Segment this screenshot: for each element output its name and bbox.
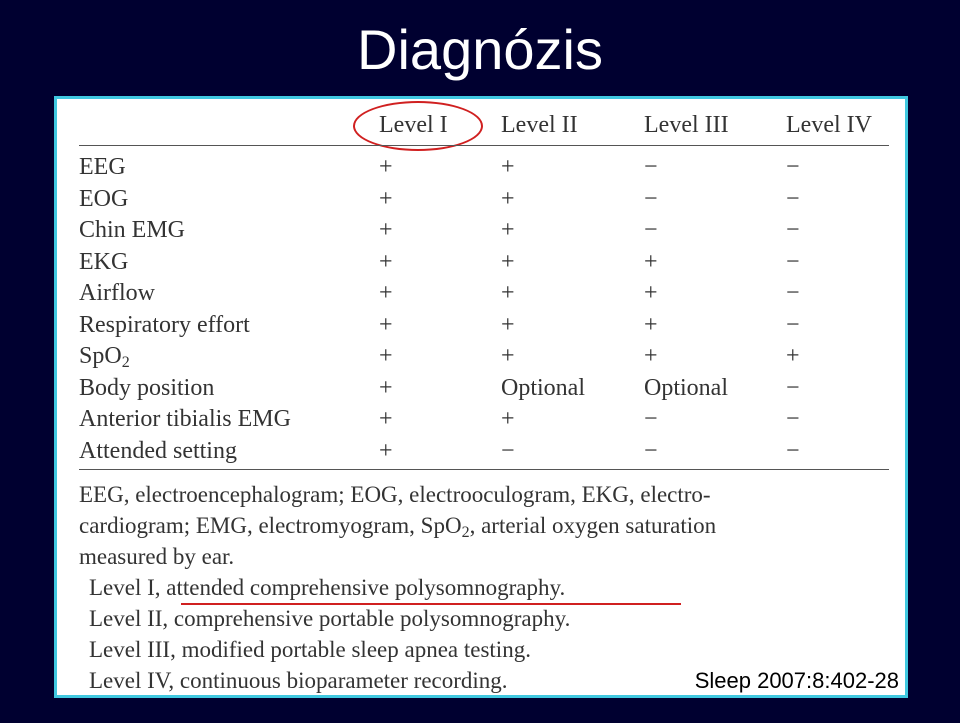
level-definition: Level IV, continuous bioparameter recording.: [89, 668, 508, 693]
column-header-level-1: Level I: [379, 112, 448, 138]
row-label: Respiratory effort: [79, 311, 250, 338]
table-cell: +: [644, 248, 658, 275]
table-cell: +: [379, 154, 393, 180]
table-row: [79, 183, 889, 215]
table-cell: −: [644, 437, 658, 464]
table-cell: +: [644, 343, 658, 369]
table-cell: +: [379, 406, 393, 432]
table-cell: +: [644, 311, 658, 338]
table-cell: −: [644, 154, 658, 180]
table-cell: +: [644, 280, 658, 306]
table-cell: −: [786, 406, 800, 432]
table-row: [79, 246, 889, 278]
table-cell: +: [379, 311, 393, 338]
table-cell: +: [501, 280, 515, 306]
content-panel: [54, 96, 908, 698]
row-label: Chin EMG: [79, 217, 186, 243]
table-cell: +: [379, 248, 393, 275]
slide-title: Diagnózis: [357, 18, 603, 81]
footnote-line: measured by ear.: [79, 544, 235, 569]
table-cell: +: [379, 185, 393, 212]
footnote-divider: [79, 469, 889, 470]
footnote-line: EEG, electroencephalogram; EOG, electrooculogram, EKG, electro-: [79, 482, 711, 507]
footnote-text: cardiogram; EMG, electromyogram, SpO: [79, 513, 462, 538]
table-cell: −: [786, 437, 800, 464]
column-header-level-2: Level II: [501, 112, 578, 138]
row-label: Attended setting: [79, 437, 237, 464]
table-cell: +: [501, 217, 515, 243]
table-row: [79, 151, 889, 183]
table-cell: −: [786, 154, 800, 180]
table-cell: +: [501, 154, 515, 180]
table-cell: −: [786, 185, 800, 212]
table-row: [79, 435, 889, 467]
table-cell: Optional: [501, 374, 585, 401]
level-definition: Level II, comprehensive portable polysomnography.: [89, 606, 571, 631]
table-row: [79, 277, 889, 309]
table-cell: −: [786, 311, 800, 338]
table-cell: −: [644, 185, 658, 212]
row-label: Anterior tibialis EMG: [79, 406, 291, 432]
table-row: [79, 309, 889, 341]
row-label-main: SpO: [79, 343, 122, 369]
table-cell: +: [786, 343, 800, 369]
table-cell: −: [786, 248, 800, 275]
row-label: Airflow: [79, 280, 155, 306]
level-1-highlight-circle: [353, 101, 483, 151]
table-row: [79, 340, 889, 372]
table-row: [79, 372, 889, 404]
row-label-subscript: 2: [121, 354, 130, 371]
table-cell: −: [786, 217, 800, 243]
table-cell: Optional: [644, 374, 728, 401]
table-cell: −: [501, 437, 515, 464]
table-cell: −: [786, 374, 800, 401]
table-cell: +: [379, 437, 393, 464]
row-label: EOG: [79, 185, 129, 212]
table-cell: −: [644, 406, 658, 432]
table-cell: +: [379, 343, 393, 369]
table-cell: +: [501, 185, 515, 212]
table-cell: −: [786, 280, 800, 306]
header-divider: [79, 145, 889, 146]
table-row: [79, 403, 889, 435]
table-header: [79, 109, 889, 141]
column-header-level-3: Level III: [644, 112, 729, 138]
table-cell: +: [501, 311, 515, 338]
row-label: EEG: [79, 154, 126, 180]
table-cell: −: [644, 217, 658, 243]
citation: Sleep 2007:8:402-28: [694, 668, 899, 693]
level-definition: Level III, modified portable sleep apnea testing.: [89, 637, 531, 662]
table-cell: +: [379, 374, 393, 401]
table-cell: +: [501, 248, 515, 275]
footnote-subscript: 2: [461, 524, 470, 541]
table-cell: +: [501, 406, 515, 432]
table-row: [79, 214, 889, 246]
row-label: EKG: [79, 248, 129, 275]
table-cell: +: [501, 343, 515, 369]
footnote-text: , arterial oxygen saturation: [469, 513, 717, 538]
row-label: Body position: [79, 374, 215, 401]
level-definition: Level I, attended comprehensive polysomnography.: [89, 575, 566, 600]
table-cell: +: [379, 280, 393, 306]
column-header-level-4: Level IV: [786, 112, 872, 138]
table-cell: +: [379, 217, 393, 243]
